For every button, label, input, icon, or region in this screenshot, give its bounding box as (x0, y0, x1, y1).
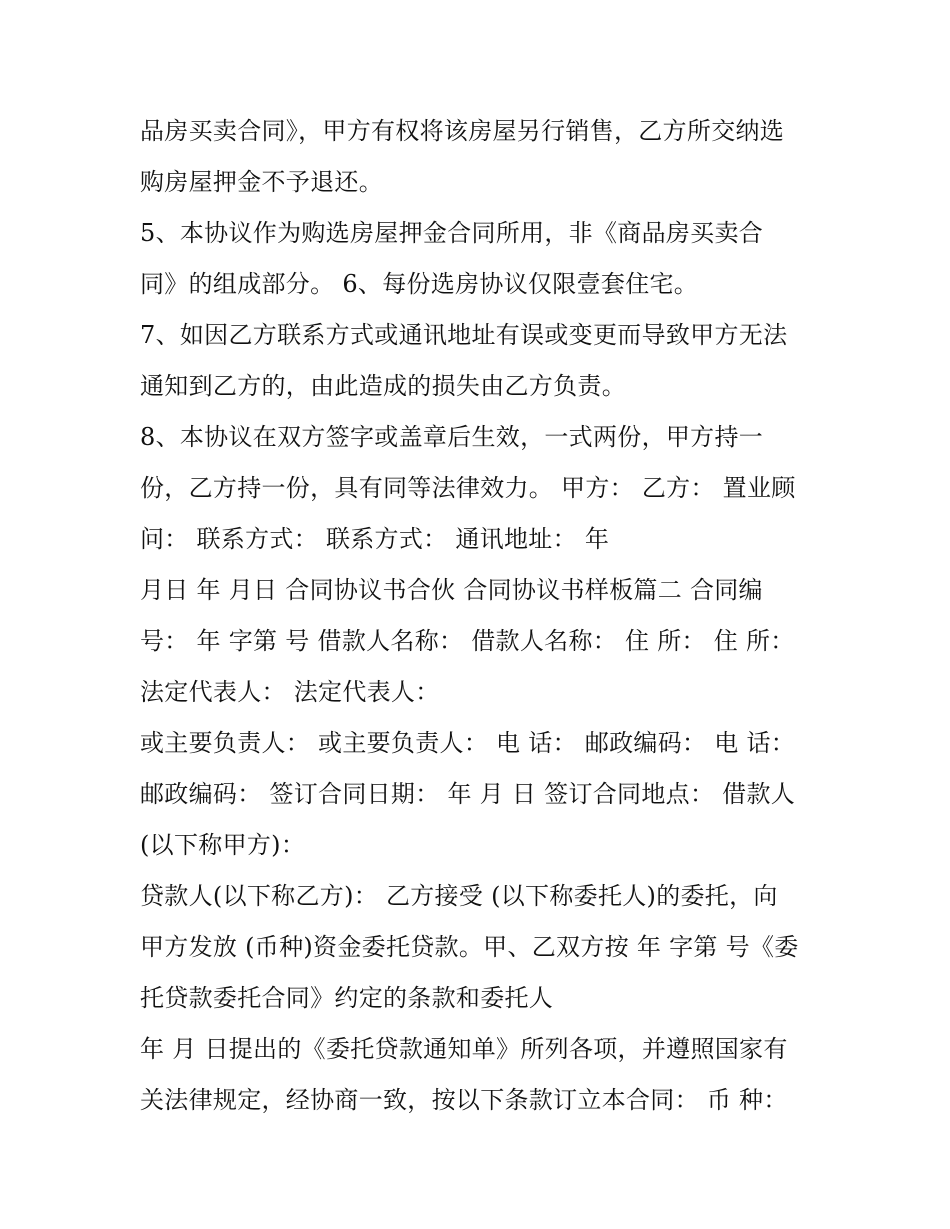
text-line: 问： 联系方式： 联系方式： 通讯地址： 年 (140, 525, 610, 553)
text-line: 法定代表人： 法定代表人： (140, 678, 440, 706)
text-line: 8、本协议在双方签字或盖章后生效，一式两份，甲方持一 (140, 423, 764, 451)
text-line: 年 月 日提出的《委托贷款通知单》所列各项，并遵照国家有 (140, 1035, 788, 1063)
text-line: 同》的组成部分。 6、每份选房协议仅限壹套住宅。 (140, 270, 699, 298)
text-line: 托贷款委托合同》约定的条款和委托人 (140, 984, 554, 1012)
text-line: 贷款人(以下称乙方)： 乙方接受 (以下称委托人)的委托，向 (140, 882, 778, 910)
text-line: 品房买卖合同》，甲方有权将该房屋另行销售，乙方所交纳选 (140, 117, 785, 145)
text-line: 关法律规定，经协商一致，按以下条款订立本合同： 币 种： (140, 1086, 788, 1114)
text-line: 7、如因乙方联系方式或通讯地址有误或变更而导致甲方无法 (140, 321, 788, 349)
text-line: 号： 年 字第 号 借款人名称： 借款人名称： 住 所： 住 所： (140, 627, 795, 655)
text-line: (以下称甲方)： (140, 831, 306, 859)
text-line: 甲方发放 (币种)资金委托贷款。甲、乙双方按 年 字第 号《委 (140, 933, 799, 961)
text-line: 份，乙方持一份，具有同等法律效力。 甲方： 乙方： 置业顾 (140, 474, 796, 502)
text-line: 通知到乙方的，由此造成的损失由乙方负责。 (140, 372, 626, 400)
text-line: 或主要负责人： 或主要负责人： 电 话： 邮政编码： 电 话： (140, 729, 796, 757)
text-line: 邮政编码： 签订合同日期： 年 月 日 签订合同地点： 借款人 (140, 780, 796, 808)
text-line: 购房屋押金不予退还。 (140, 168, 383, 196)
text-line: 5、本协议作为购选房屋押金合同所用，非《商品房买卖合 (140, 219, 764, 247)
text-line: 月日 年 月日 合同协议书合伙 合同协议书样板篇二 合同编 (140, 576, 763, 604)
document-body (140, 106, 820, 1126)
